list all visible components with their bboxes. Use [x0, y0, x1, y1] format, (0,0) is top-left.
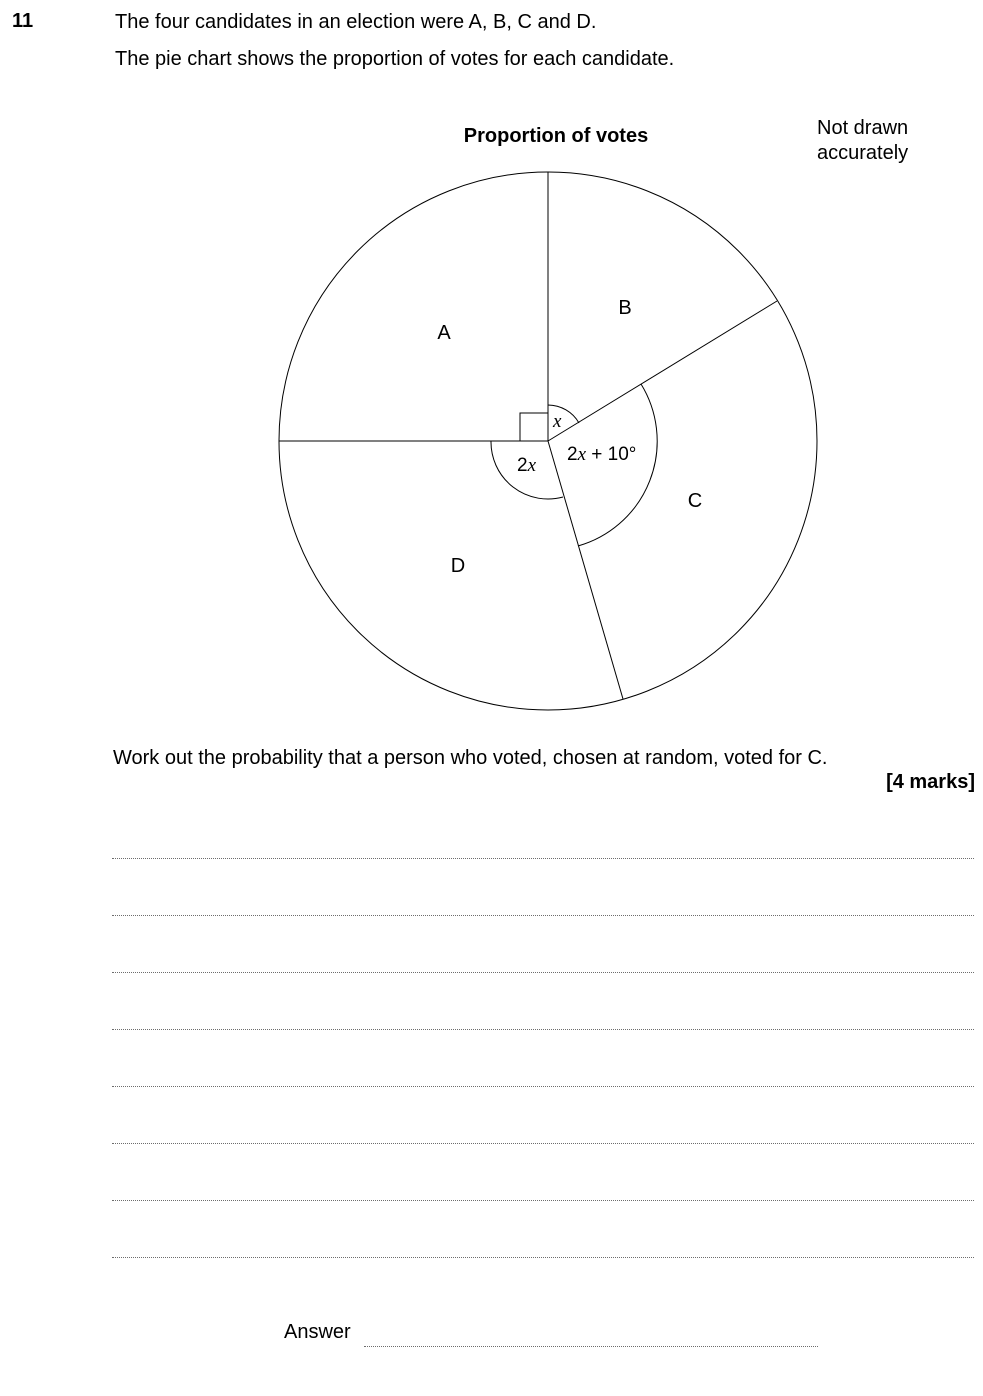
working-line[interactable]	[112, 1257, 974, 1258]
working-line[interactable]	[112, 1143, 974, 1144]
intro-line-1: The four candidates in an election were A, B, C and D.	[115, 11, 597, 33]
angle-label-b: x	[553, 411, 562, 432]
working-lines[interactable]	[112, 858, 974, 1314]
working-line[interactable]	[112, 1086, 974, 1087]
angle-c-rest: + 10°	[586, 444, 637, 465]
working-line[interactable]	[112, 1029, 974, 1030]
angle-label-c	[567, 444, 636, 465]
note-line-1: Not drawn	[817, 117, 909, 139]
question-number: 11	[12, 10, 34, 32]
angle-arc-c	[578, 384, 657, 546]
sector-label-a: A	[437, 322, 451, 344]
angle-c-var: x	[577, 444, 587, 465]
angle-c-coef: 2	[567, 444, 578, 465]
task-text: Work out the probability that a person who voted, chosen at random, voted for C.	[113, 747, 828, 769]
sector-label-c: C	[687, 490, 703, 512]
angle-d-coef: 2	[517, 455, 528, 476]
angle-d-var: x	[527, 455, 537, 476]
answer-label: Answer	[284, 1321, 351, 1343]
answer-line[interactable]	[364, 1346, 818, 1347]
right-angle-marker	[520, 413, 548, 441]
sector-label-d: D	[450, 555, 466, 577]
radius-upper-right	[548, 301, 777, 441]
chart-title: Proportion of votes	[463, 125, 649, 147]
intro-line-2: The pie chart shows the proportion of votes for each candidate.	[115, 48, 675, 70]
working-line[interactable]	[112, 972, 974, 973]
marks-label: [4 marks]	[886, 771, 975, 793]
note-line-2: accurately	[817, 142, 909, 164]
radius-lower	[548, 441, 623, 699]
angle-label-d	[517, 455, 537, 476]
working-line[interactable]	[112, 858, 974, 859]
working-line[interactable]	[112, 915, 974, 916]
sector-label-b: B	[618, 297, 632, 319]
working-line[interactable]	[112, 1200, 974, 1201]
